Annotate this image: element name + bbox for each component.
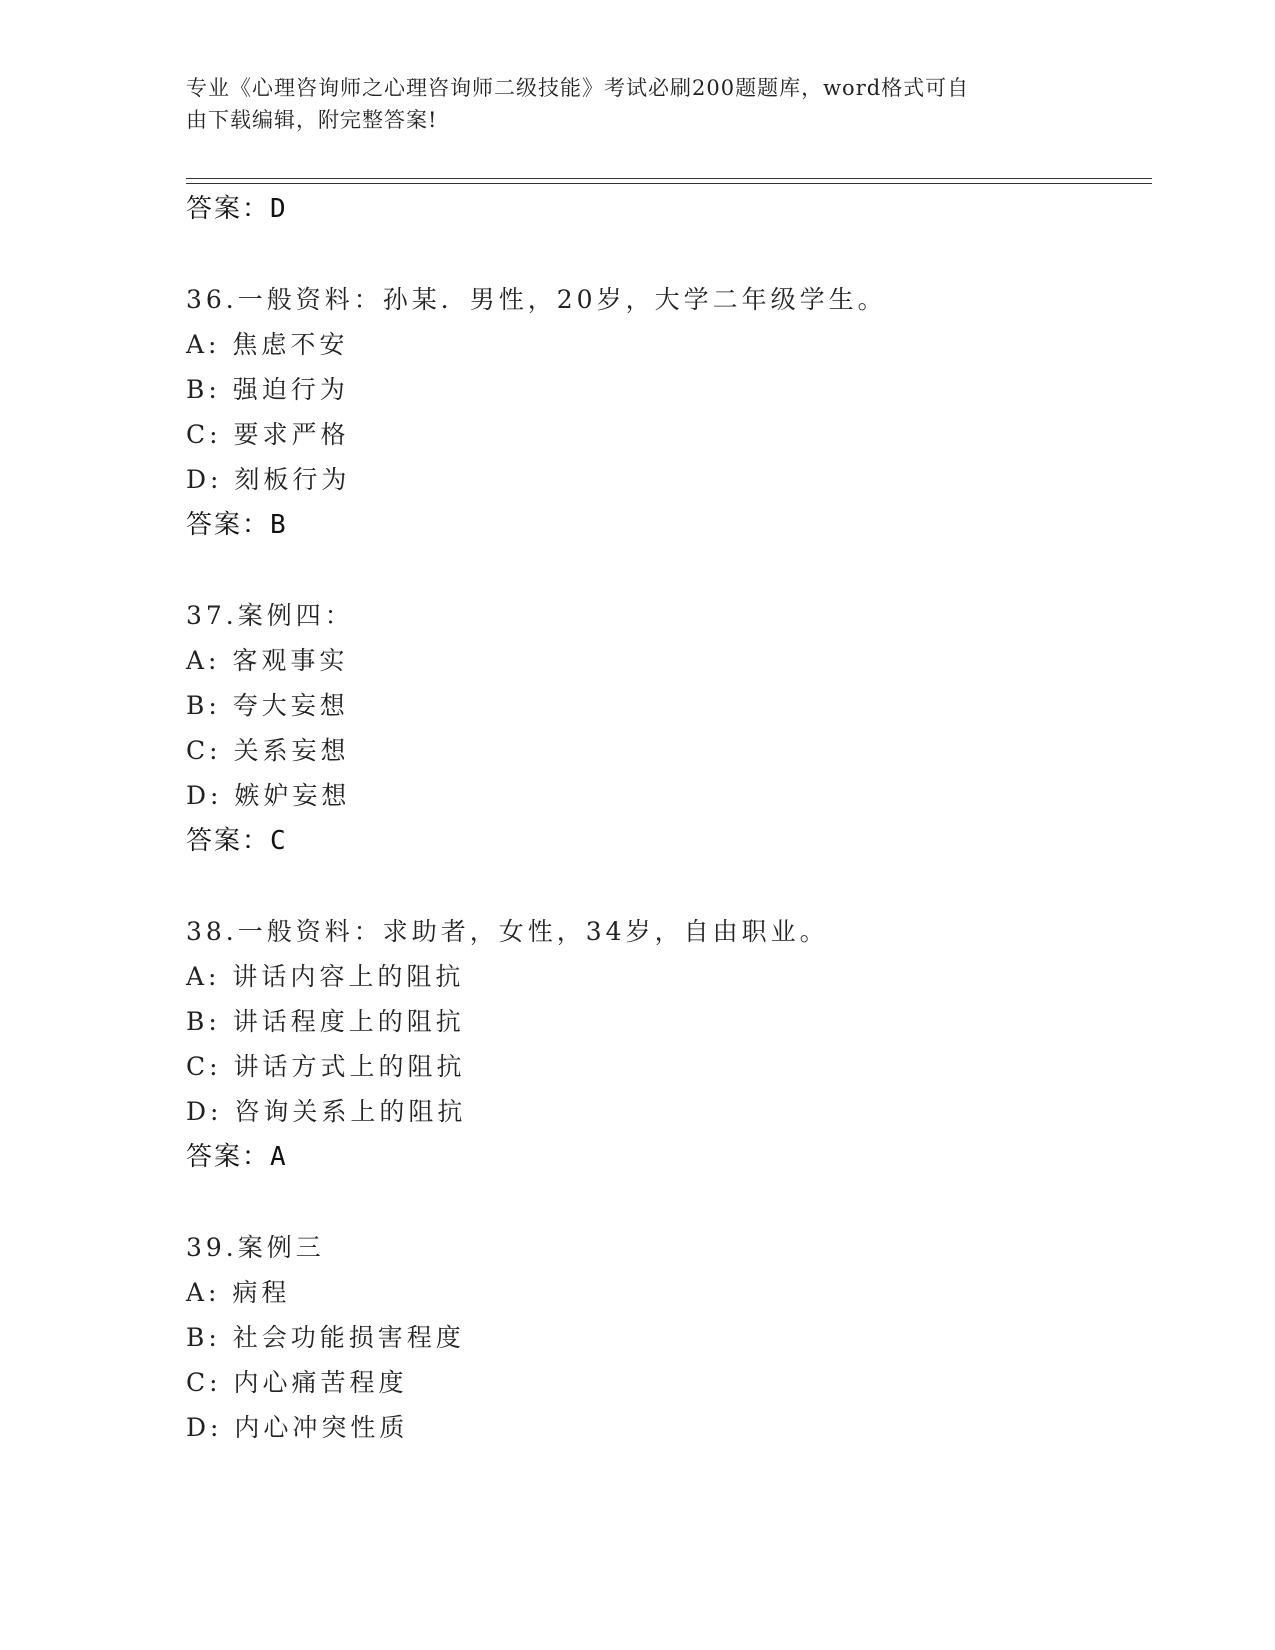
question-stem-37: 37.案例四： <box>186 601 354 630</box>
question-stem-39: 39.案例三 <box>186 1233 325 1262</box>
option-d-39: D: 内心冲突性质 <box>186 1413 409 1442</box>
question-stem-38: 38.一般资料：求助者，女性，34岁，自由职业。 <box>186 917 829 946</box>
header-divider-top <box>186 178 1152 179</box>
answer-line-37 <box>186 826 287 856</box>
option-a-36: A: 焦虑不安 <box>186 330 349 359</box>
answer-line-38 <box>186 1142 287 1172</box>
option-c-38: C: 讲话方式上的阻抗 <box>186 1052 466 1081</box>
answer-label: 答案： <box>186 1142 271 1172</box>
option-d-37: D: 嫉妒妄想 <box>186 781 351 810</box>
document-header <box>186 72 1066 136</box>
answer-value: D <box>270 194 287 224</box>
answer-value: B <box>270 510 287 540</box>
option-c-39: C: 内心痛苦程度 <box>186 1368 408 1397</box>
option-a-37: A: 客观事实 <box>186 646 349 675</box>
option-b-36: B: 强迫行为 <box>186 375 349 404</box>
answer-label: 答案： <box>186 826 271 856</box>
option-a-39: A: 病程 <box>186 1278 291 1307</box>
header-divider-bottom <box>186 183 1152 184</box>
answer-line-prev <box>186 194 287 224</box>
answer-value: A <box>270 1142 287 1172</box>
option-c-36: C: 要求严格 <box>186 420 350 449</box>
option-a-38: A: 讲话内容上的阻抗 <box>186 962 465 991</box>
header-line-2: 由下载编辑，附完整答案! <box>186 108 438 132</box>
option-b-37: B: 夸大妄想 <box>186 691 349 720</box>
option-d-36: D: 刻板行为 <box>186 465 351 494</box>
answer-line-36 <box>186 510 287 540</box>
option-d-38: D: 咨询关系上的阻抗 <box>186 1097 467 1126</box>
option-b-38: B: 讲话程度上的阻抗 <box>186 1007 465 1036</box>
header-line-1: 专业《心理咨询师之心理咨询师二级技能》考试必刷200题题库，word格式可自 <box>186 76 970 100</box>
answer-label: 答案： <box>186 510 271 540</box>
answer-label: 答案： <box>186 194 271 224</box>
question-stem-36: 36.一般资料：孙某．男性，20岁，大学二年级学生。 <box>186 285 887 314</box>
answer-value: C <box>270 826 287 856</box>
option-c-37: C: 关系妄想 <box>186 736 350 765</box>
option-b-39: B: 社会功能损害程度 <box>186 1323 465 1352</box>
